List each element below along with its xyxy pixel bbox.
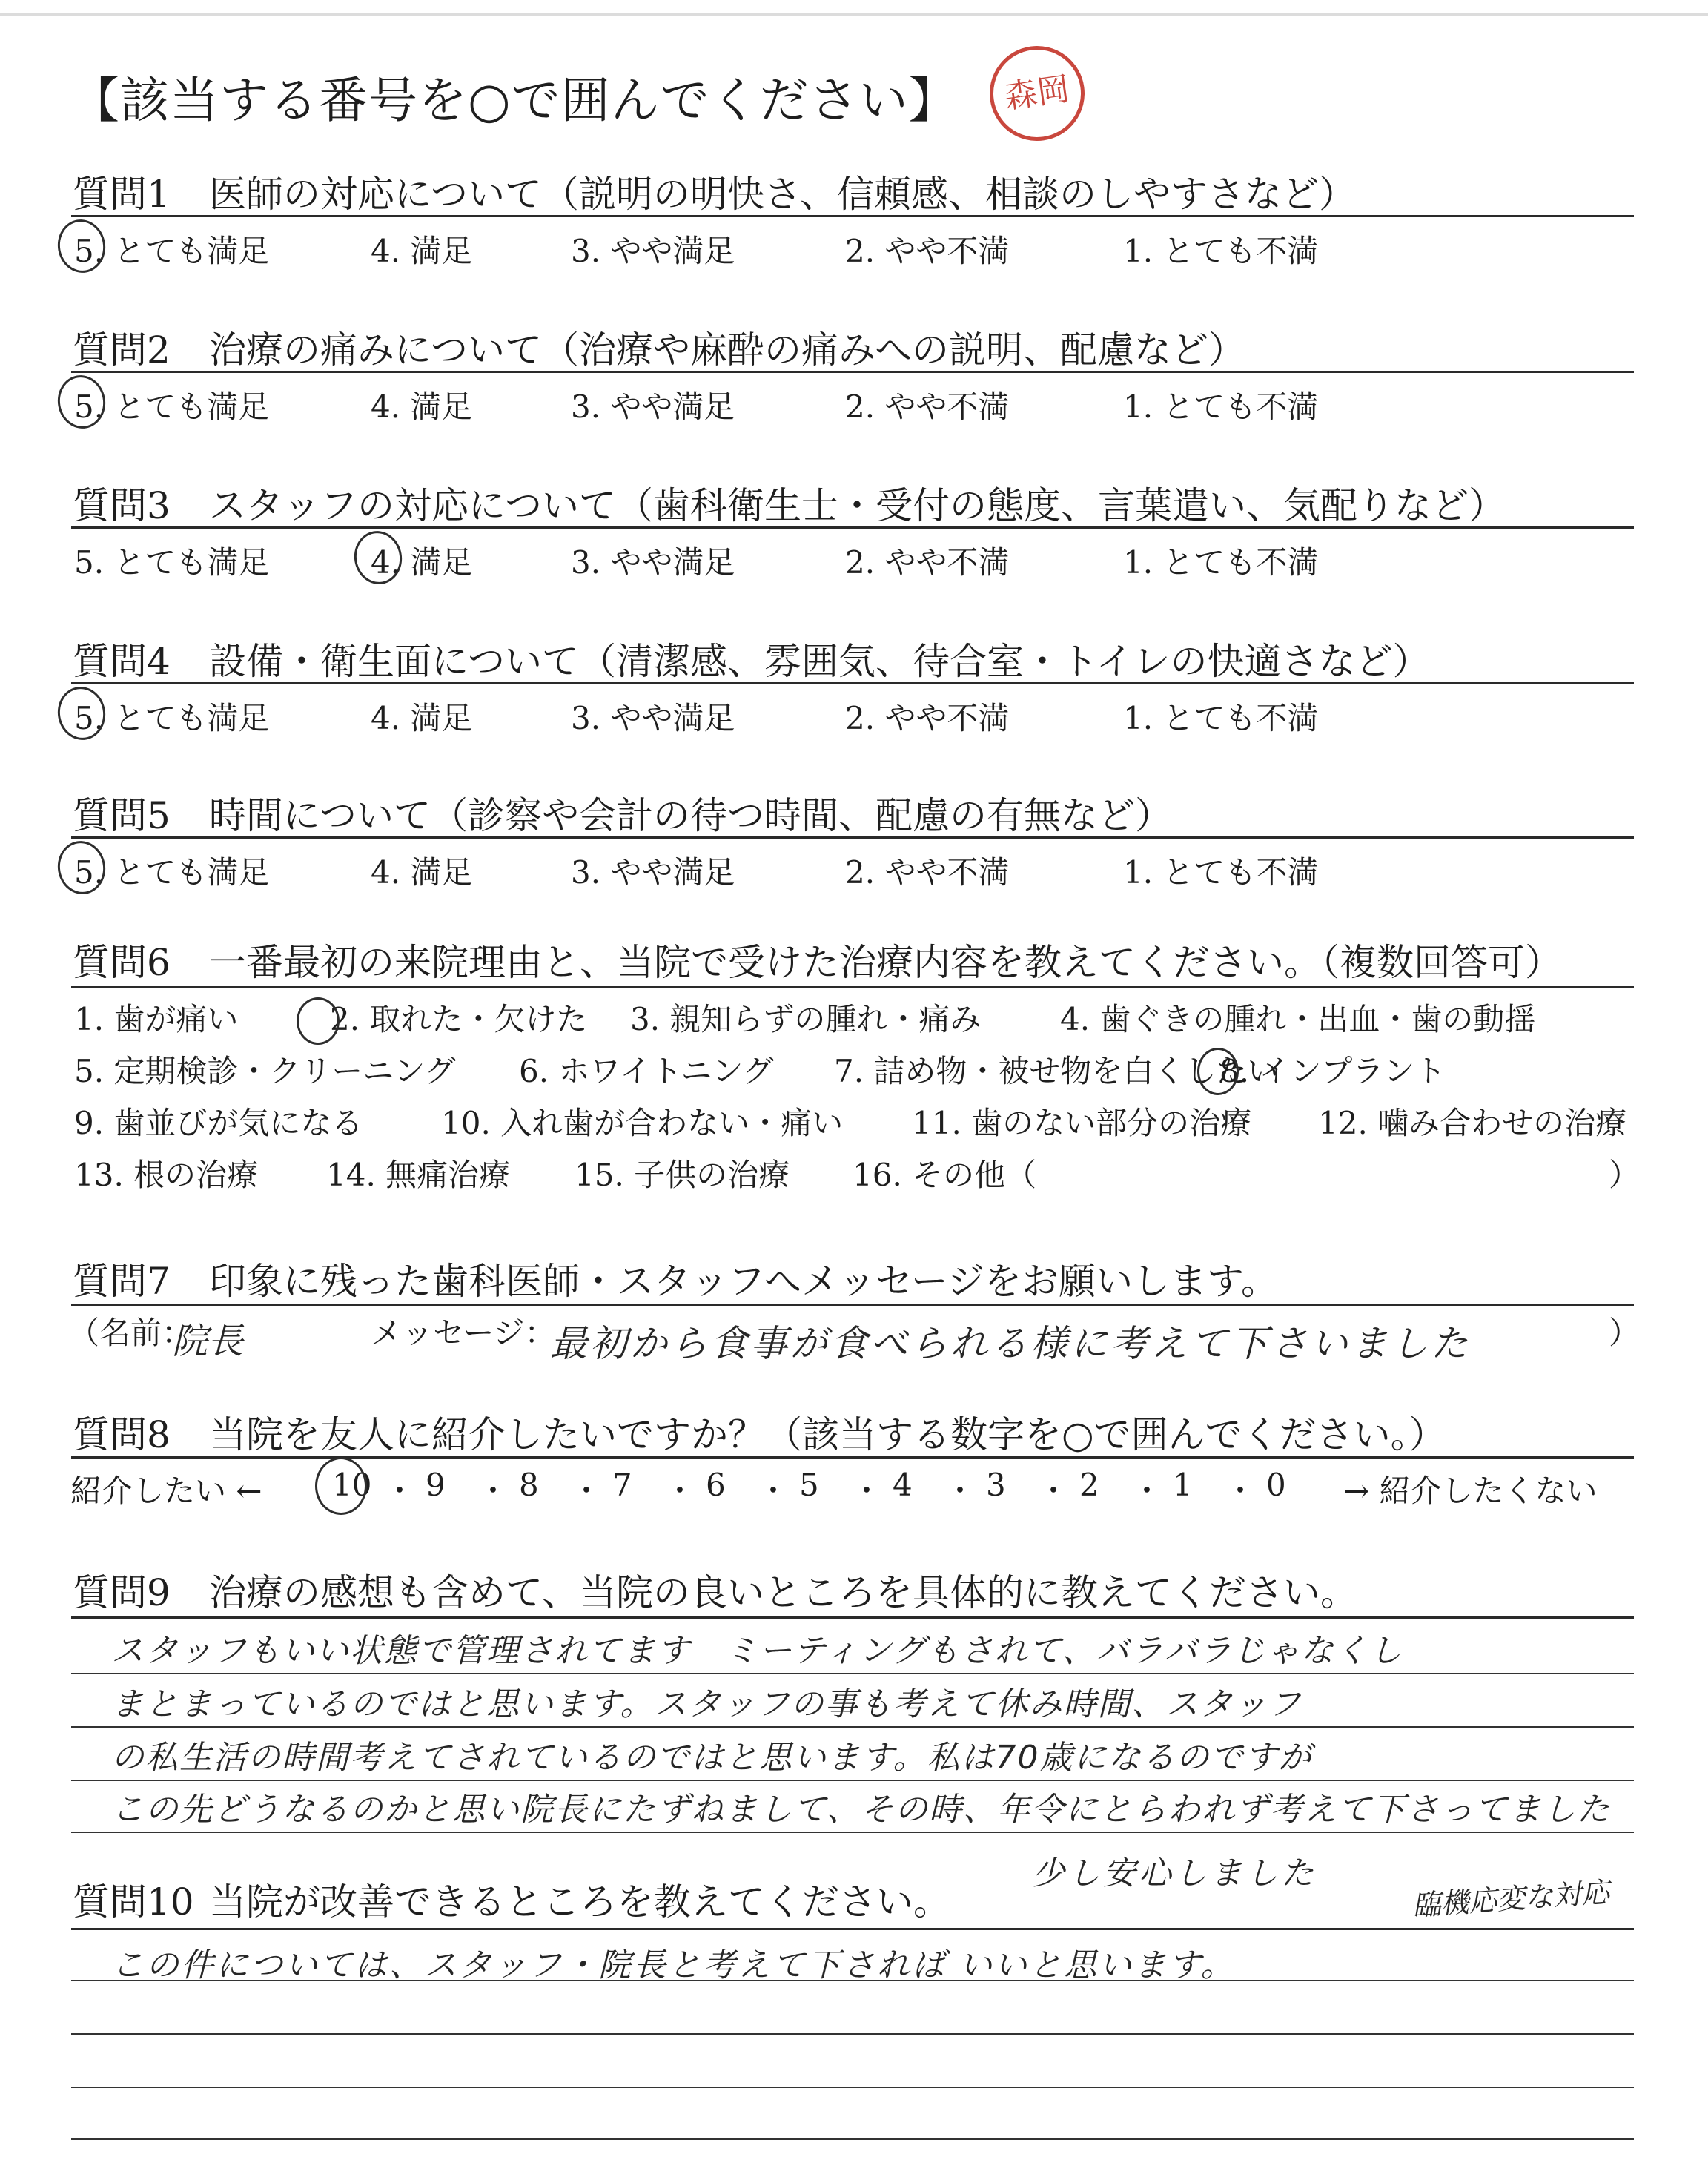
q6-option: 10. 入れ歯が合わない・痛い: [441, 1105, 844, 1141]
q8-circle-10: [315, 1457, 367, 1515]
q6-option: 7. 詰め物・被せ物を白くしたい: [834, 1053, 1279, 1089]
q6-option: 5. 定期検診・クリーニング: [74, 1053, 456, 1089]
q3-option-2: 2. やや不満: [845, 544, 1010, 581]
q5-option-1: 1. とても不満: [1123, 854, 1319, 891]
q6-option: 8. インプラント: [1219, 1053, 1446, 1089]
q3-text: スタッフの対応について（歯科衛生士・受付の態度、言葉遣い、気配りなど）: [209, 484, 1506, 527]
q3-rule: [71, 526, 1634, 529]
q6-option: 16. その他（: [853, 1157, 1037, 1193]
q1-rule: [71, 215, 1634, 217]
q8-label: 質問8: [73, 1413, 171, 1456]
q9-text: 治療の感想も含めて、当院の良いところを具体的に教えてください。: [209, 1571, 1357, 1614]
q7-text: 印象に残った歯科医師・スタッフへメッセージをお願いします。: [209, 1260, 1278, 1303]
q8-scale-1: 1: [1173, 1467, 1193, 1503]
q2-text: 治療の痛みについて（治療や麻酔の痛みへの説明、配慮など）: [209, 328, 1245, 371]
q9-extra-note: 少し安心しました: [1032, 1855, 1317, 1892]
q10-side-note: 臨機応変な対応: [1411, 1875, 1611, 1923]
seal-text: 森岡: [1002, 70, 1073, 116]
q8-scale-9: 9: [426, 1467, 446, 1503]
q4-option-1: 1. とても不満: [1123, 700, 1319, 736]
q1-option-4: 4. 満足: [371, 233, 473, 269]
q5-label: 質問5: [73, 794, 171, 837]
q8-scale-4: 4: [893, 1467, 913, 1503]
q10-answer-rule: [71, 2033, 1634, 2035]
q6-option: 4. 歯ぐきの腫れ・出血・歯の動揺: [1060, 1001, 1536, 1037]
q4-option-4: 4. 満足: [371, 700, 473, 736]
q10-answer-rule: [71, 2138, 1634, 2140]
q8-scale-dot: ・: [944, 1473, 976, 1509]
q9-label: 質問9: [73, 1571, 171, 1614]
q8-scale-dot: ・: [1225, 1473, 1257, 1509]
q8-scale-7: 7: [612, 1467, 632, 1503]
q6-circle-2: [297, 997, 340, 1045]
q5-rule: [71, 836, 1634, 839]
q8-scale-dot: ・: [571, 1473, 603, 1509]
q8-scale-2: 2: [1079, 1467, 1099, 1503]
q6-option: 12. 噛み合わせの治療: [1318, 1105, 1627, 1141]
q4-option-2: 2. やや不満: [845, 700, 1010, 736]
q8-text: 当院を友人に紹介したいですか？（該当する数字を○で囲んでください。）: [209, 1413, 1446, 1456]
q10-answer-line: この件については、スタッフ・院長と考えて下されば いいと思います。: [111, 1946, 1236, 1984]
q8-scale-6: 6: [706, 1467, 726, 1503]
q7-label: 質問7: [73, 1260, 171, 1303]
q6-circle-8: [1197, 1048, 1239, 1095]
q9-answer-line: の私生活の時間考えてされているのではと思います。私は70歳になるのですが: [111, 1739, 1313, 1777]
q2-rule: [71, 371, 1634, 373]
q1-option-2: 2. やや不満: [845, 233, 1010, 269]
q8-scale-10: 10: [332, 1467, 372, 1503]
q7-rule: [71, 1304, 1634, 1306]
q8-scale-dot: ・: [758, 1473, 790, 1509]
q4-option-3: 3. やや満足: [571, 700, 735, 736]
q9-answer-line: この先どうなるのかと思い院長にたずねまして、その時、年令にとらわれず考えて下さってました: [111, 1791, 1612, 1829]
q1-text: 医師の対応について（説明の明快さ、信頼感、相談のしやすさなど）: [209, 173, 1356, 216]
q2-option-1: 1. とても不満: [1123, 389, 1319, 425]
q9-answer-rule: [71, 1780, 1634, 1781]
q6-option: 14. 無痛治療: [326, 1157, 511, 1193]
q9-answer-rule: [71, 1673, 1634, 1674]
q6-option: 11. 歯のない部分の治療: [912, 1105, 1252, 1141]
q8-scale-dot: ・: [1038, 1473, 1070, 1509]
q4-rule: [71, 682, 1634, 684]
q7-close: ）: [1609, 1315, 1641, 1351]
q1-option-1: 1. とても不満: [1123, 233, 1319, 269]
q8-scale-dot: ・: [1131, 1473, 1163, 1509]
q10-label: 質問10: [73, 1880, 194, 1923]
q2-option-5: 5. とても満足: [74, 389, 270, 425]
q3-option-3: 3. やや満足: [571, 544, 735, 581]
q6-other-close: ）: [1609, 1157, 1641, 1193]
q4-option-5: 5. とても満足: [74, 700, 270, 736]
q1-label: 質問1: [73, 173, 171, 216]
q6-option: 13. 根の治療: [74, 1157, 259, 1193]
q7-message-label: メッセージ：: [371, 1315, 556, 1351]
q7-name-value: 院長: [172, 1321, 244, 1362]
q6-option: 15. 子供の治療: [575, 1157, 790, 1193]
q5-text: 時間について（診察や会計の待つ時間、配慮の有無など）: [209, 794, 1172, 837]
q3-option-1: 1. とても不満: [1123, 544, 1319, 581]
q3-option-5: 5. とても満足: [74, 544, 270, 581]
q6-option: 9. 歯並びが気になる: [74, 1105, 363, 1141]
q10-answer-rule: [71, 2087, 1634, 2088]
q8-scale-3: 3: [986, 1467, 1006, 1503]
q8-right-label: → 紹介したくない: [1343, 1473, 1598, 1509]
q6-text: 一番最初の来院理由と、当院で受けた治療内容を教えてください。（複数回答可）: [209, 941, 1562, 984]
q2-option-3: 3. やや満足: [571, 389, 735, 425]
q8-scale-0: 0: [1266, 1467, 1286, 1503]
q7-message-value: 最初から食事が食べられる様に考えて下さいました: [550, 1322, 1471, 1365]
q8-scale-dot: ・: [851, 1473, 883, 1509]
page-title: 【該当する番号を○で囲んでください】: [70, 72, 959, 129]
q6-option: 6. ホワイトニング: [519, 1053, 774, 1089]
q1-option-5: 5. とても満足: [74, 233, 270, 269]
q5-option-2: 2. やや不満: [845, 854, 1010, 891]
q8-scale-dot: ・: [384, 1473, 416, 1509]
q10-rule: [71, 1928, 1634, 1930]
q6-option: 3. 親知らずの腫れ・痛み: [630, 1001, 982, 1037]
page-top-edge: [0, 13, 1708, 16]
q9-answer-rule: [71, 1832, 1634, 1833]
q3-label: 質問3: [73, 484, 171, 527]
q6-rule: [71, 986, 1634, 988]
q2-label: 質問2: [73, 328, 171, 371]
q9-answer-line: スタッフもいい状態で管理されてます ミーティングもされて、バラバラじゃなくし: [111, 1632, 1403, 1670]
q4-text: 設備・衛生面について（清潔感、雰囲気、待合室・トイレの快適さなど）: [209, 640, 1430, 683]
q8-left-label: 紹介したい ←: [70, 1473, 262, 1509]
q9-answer-line: まとまっているのではと思います。スタッフの事も考えて休み時間、スタッフ: [111, 1685, 1302, 1723]
q4-label: 質問4: [73, 640, 171, 683]
q5-option-4: 4. 満足: [371, 854, 473, 891]
q6-option: 2. 取れた・欠けた: [330, 1001, 588, 1037]
q8-scale-8: 8: [519, 1467, 539, 1503]
q5-option-3: 3. やや満足: [571, 854, 735, 891]
q8-scale-dot: ・: [477, 1473, 509, 1509]
q10-answer-rule: [71, 1980, 1634, 1981]
q5-option-5: 5. とても満足: [74, 854, 270, 891]
q6-option: 1. 歯が痛い: [74, 1001, 239, 1037]
q3-option-4: 4. 満足: [371, 544, 473, 581]
q7-name-label: （名前：: [68, 1315, 193, 1351]
q1-option-3: 3. やや満足: [571, 233, 735, 269]
q2-option-2: 2. やや不満: [845, 389, 1010, 425]
q6-label: 質問6: [73, 941, 171, 984]
q10-text: 当院が改善できるところを教えてください。: [209, 1880, 950, 1923]
q8-scale-dot: ・: [664, 1473, 696, 1509]
approval-seal: [984, 40, 1091, 148]
q9-rule: [71, 1616, 1634, 1619]
q2-option-4: 4. 満足: [371, 389, 473, 425]
q8-scale-5: 5: [799, 1467, 819, 1503]
q9-answer-rule: [71, 1726, 1634, 1728]
q8-rule: [71, 1456, 1634, 1459]
